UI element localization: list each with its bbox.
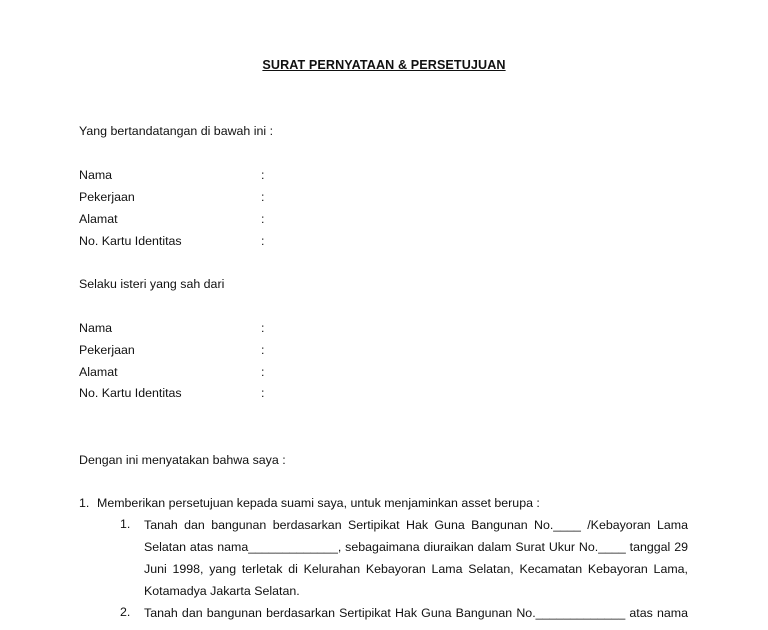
field-colon: : [261,386,265,400]
field-colon: : [261,321,265,335]
field-label: Alamat [79,365,118,379]
field-colon: : [261,168,265,182]
item-line: Tanah dan bangunan berdasarkan Sertipikat Hak Guna Bangunan No._____________ atas nama [144,606,688,620]
spouse-intro-text: Selaku isteri yang sah dari [79,277,225,291]
field-colon: : [261,343,265,357]
item-line: Juni 1998, yang terletak di Kelurahan Kebayoran Lama Selatan, Kecamatan Kebayoran Lama, [144,562,688,576]
field-label: Alamat [79,212,118,226]
item-line: Kotamadya Jakarta Selatan. [144,584,300,598]
point-number: 1. [79,496,90,510]
field-label: Nama [79,168,113,182]
field-nama [79,168,679,184]
field-colon: : [261,234,265,248]
field-label: Nama [79,321,113,335]
item-number: 2. [120,605,131,619]
field-alamat [79,212,679,228]
field-label: Pekerjaan [79,190,135,204]
item-number: 1. [120,517,131,531]
field-label: Pekerjaan [79,343,135,357]
spouse-field-nama [79,321,679,337]
document-title: SURAT PERNYATAAN & PERSETUJUAN [262,58,506,72]
spouse-field-alamat [79,365,679,381]
field-colon: : [261,365,265,379]
item-line: Selatan atas nama_____________, sebagaimana diuraikan dalam Surat Ukur No.____ tanggal 29 [144,540,688,554]
intro-text: Yang bertandatangan di bawah ini : [79,124,274,138]
spouse-field-kartu-identitas [79,386,679,402]
field-colon: : [261,190,265,204]
field-colon: : [261,212,265,226]
field-pekerjaan [79,190,679,206]
item-body [144,517,688,605]
field-label: No. Kartu Identitas [79,386,182,400]
item-body [144,605,688,627]
spouse-field-pekerjaan [79,343,679,359]
item-line: Tanah dan bangunan berdasarkan Sertipikat Hak Guna Bangunan No.____ /Kebayoran Lama [144,518,688,532]
statement-text: Dengan ini menyatakan bahwa saya : [79,453,286,467]
field-label: No. Kartu Identitas [79,234,182,248]
point-text: Memberikan persetujuan kepada suami saya, untuk menjaminkan asset berupa : [97,496,540,510]
field-kartu-identitas [79,234,679,250]
